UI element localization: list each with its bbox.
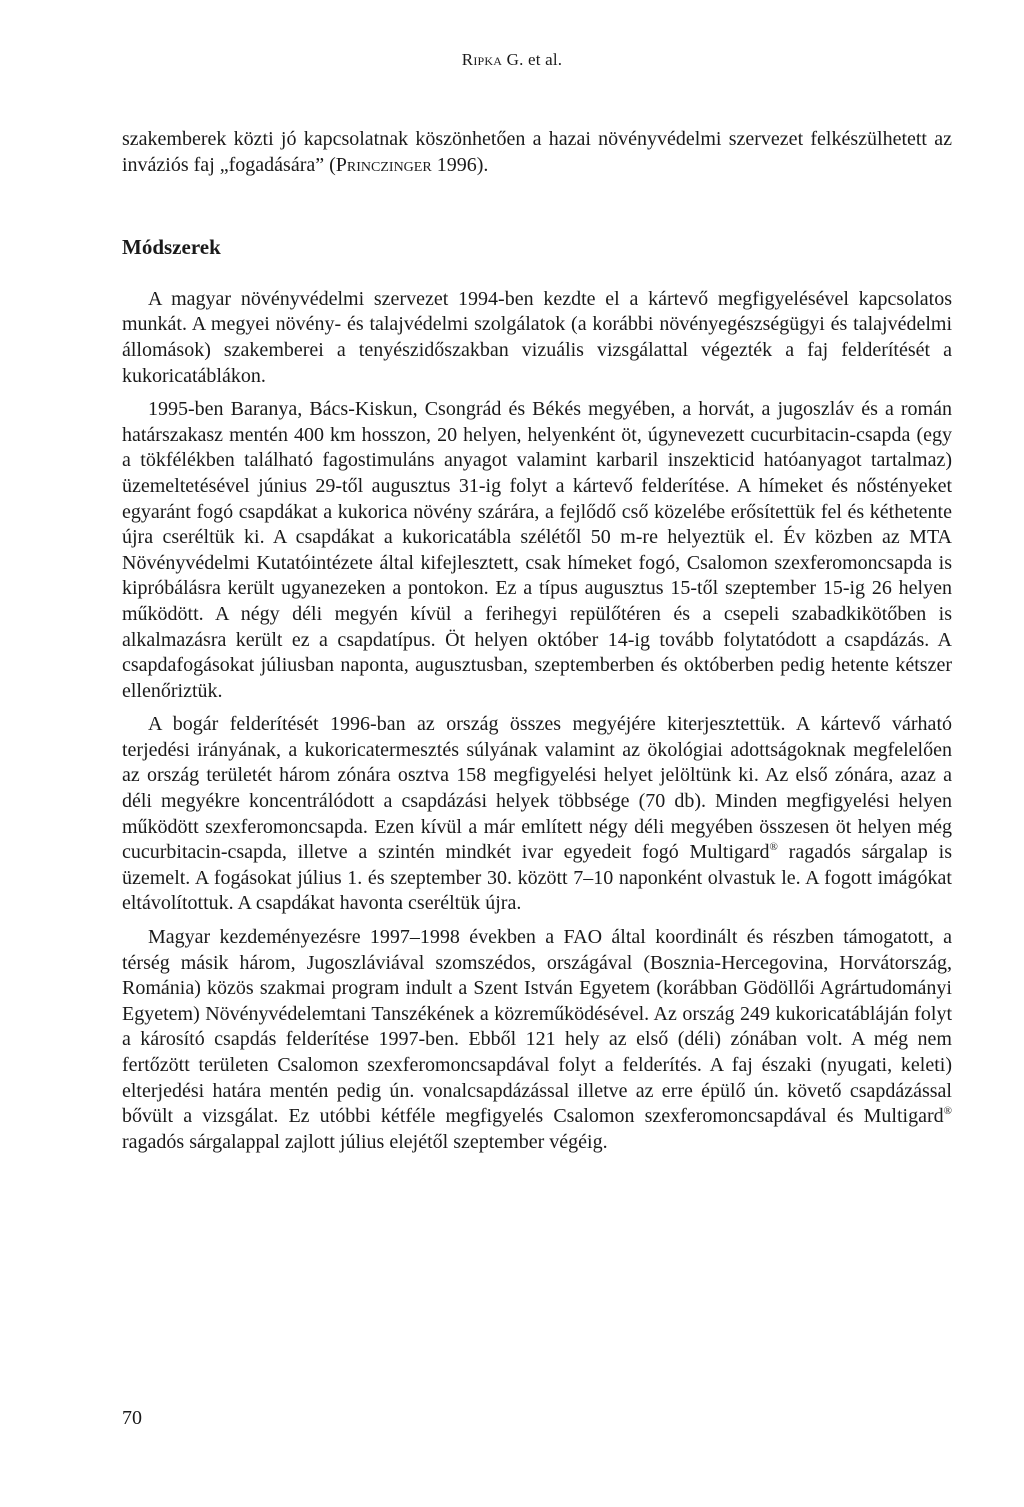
paragraph-3-text-a: A bogár felderítését 1996-ban az ország összes megyéjére kiterjesztettük. A kártevő várható terjedési irányának, a kukoricatermesztés súlyának valamint az ökológiai adottságoknak megfelelően az ország területét három zónára osztva 158 megfigyelési helyet jelöltünk ki. Az első zónára, azaz a déli megyékre koncentrálódott a csapdázási helyek többsége (70 db). Minden megfigyelési helyen működött szexferomoncsapda. Ezen kívül a már említett négy déli megyében összesen öt helyen még cucurbitacin-csapda, illetve a szintén mindkét ivar egyedeit fogó Multigard: [122, 713, 952, 864]
intro-text: szakemberek közti jó kapcsolatnak köszönhetően a hazai növényvédelmi szervezet felkészülhetett az inváziós faj „fogadására” (: [122, 128, 952, 176]
citation-author: Princzinger: [335, 153, 432, 176]
paragraph-3: [122, 712, 952, 917]
paragraph-4-text-b: ragadós sárgalappal zajlott július elejétől szeptember végéig.: [122, 1130, 608, 1153]
registered-mark: ®: [943, 1105, 952, 1118]
running-header: [0, 50, 1024, 70]
paragraph-4: [122, 925, 952, 1155]
paragraph-2: 1995-ben Baranya, Bács-Kiskun, Csongrád és Békés megyében, a horvát, a jugoszláv és a román határszakasz mentén 400 km hosszon, 20 helyen, helyenként öt, úgynevezett cucurbitacin-csapda (egy a tökfélékben található fagostimuláns anyagot valamint karbaril inszekticid hatóanyagot tartalmaz) üzemeltetésével június 29-től augusztus 31-ig folyt a kártevő felderítése. A hímeket és nőstényeket egyaránt fogó csapdákat a kukorica növény szárára, a fejlődő cső közelébe erősítettük fel és kéthetente újra cseréltük ki. A csapdákat a kukoricatábla szélétől 50 m-re helyeztük el. Év közben az MTA Növényvédelmi Kutatóintézete által kifejlesztett, csak hímeket fogó, Csalomon szexferomoncsapda is kipróbálásra került ugyanezeken a pontokon. Ez a típus augusztus 15-től szeptember 15-ig 26 helyen működött. A négy déli megyén kívül a ferihegyi repülőtéren és a csepeli szabadkikötőben is alkalmazásra került ez a csapdatípus. Öt helyen október 14-ig tovább folytatódott a csapdázás. A csapdafogásokat júliusban naponta, augusztusban, szeptemberben és októberben pedig hetente kétszer ellenőriztük.: [122, 398, 952, 702]
intro-paragraph: [122, 127, 952, 178]
paragraph-1: A magyar növényvédelmi szervezet 1994-ben kezdte el a kártevő megfigyelésével kapcsolatos munkát. A megyei növény- és talajvédelmi szolgálatok (a korábbi növényegészségügyi és talajvédelmi állomások) szakemberei a tenyészidőszakban vizuális vizsgálattal végezték a faj felderítését a kukoricatáblákon.: [122, 287, 952, 387]
page-number: 70: [122, 1407, 142, 1429]
paragraph-3-text-b: ragadós sárgalap is üzemelt. A fogásokat július 1. és szeptember 30. között 7–10 naponként olvastuk le. A fogott imágókat eltávolítottuk. A csapdákat havonta cseréltük újra.: [122, 841, 952, 915]
header-suffix: et al.: [523, 50, 563, 69]
header-author: Ripka G.: [461, 50, 524, 69]
citation-year: 1996).: [431, 153, 489, 176]
paragraph-4-text-a: Magyar kezdeményezésre 1997–1998 években a FAO által koordinált és részben támogatott, a térség másik három, Jugoszláviával szomszédos, országával (Bosznia-Hercegovina, Horvátország, Románia) közös szakmai program indult a Szent István Egyetem (korábban Gödöllői Agrártudományi Egyetem) Növényvédelemtani Tanszékének a közreműködésével. Az ország 249 kukoricatábláján folyt a károsító csapdás felderítése 1997-ben. Ebből 121 hely az első (déli) zónában volt. A még nem fertőzött területen Csalomon szexferomoncsapdával folyt a felderítés. A faj északi (nyugati, keleti) elterjedési határa mentén pedig ún. vonalcsapdázással illetve az erre épülő ún. követő csapdázással bővült a vizsgálat. Ez utóbbi kétféle megfigyelés Csalomon szexferomoncsapdával és Multigard: [122, 926, 952, 1128]
section-heading: Módszerek: [122, 235, 221, 260]
registered-mark: ®: [769, 841, 778, 854]
body-text: [122, 127, 952, 1155]
